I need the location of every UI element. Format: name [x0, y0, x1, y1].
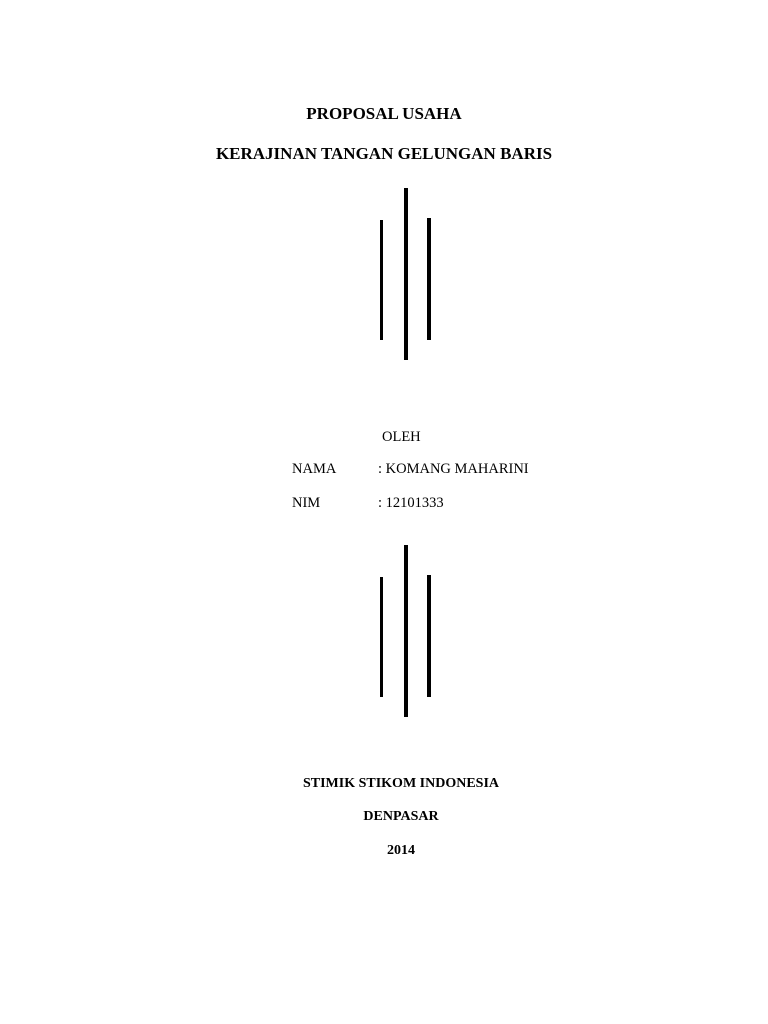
student-id-label: NIM	[292, 495, 321, 511]
name-label: NAMA	[292, 461, 337, 477]
ornament-line-left	[380, 220, 383, 340]
year: 2014	[387, 843, 415, 858]
document-subtitle: KERAJINAN TANGAN GELUNGAN BARIS	[215, 144, 553, 163]
name-value: : KOMANG MAHARINI	[378, 461, 529, 477]
ornament-line-center	[404, 545, 408, 717]
document-title: PROPOSAL USAHA	[306, 104, 462, 123]
ornament-line-right	[427, 575, 431, 697]
vertical-lines-ornament-top	[370, 188, 440, 363]
city-name: DENPASAR	[363, 809, 439, 824]
ornament-line-right	[427, 218, 431, 340]
student-id-value: : 12101333	[378, 495, 444, 511]
ornament-line-left	[380, 577, 383, 697]
ornament-line-center	[404, 188, 408, 360]
institution-name: STIMIK STIKOM INDONESIA	[302, 776, 500, 791]
vertical-lines-ornament-bottom	[370, 545, 440, 720]
by-label: OLEH	[382, 429, 421, 445]
